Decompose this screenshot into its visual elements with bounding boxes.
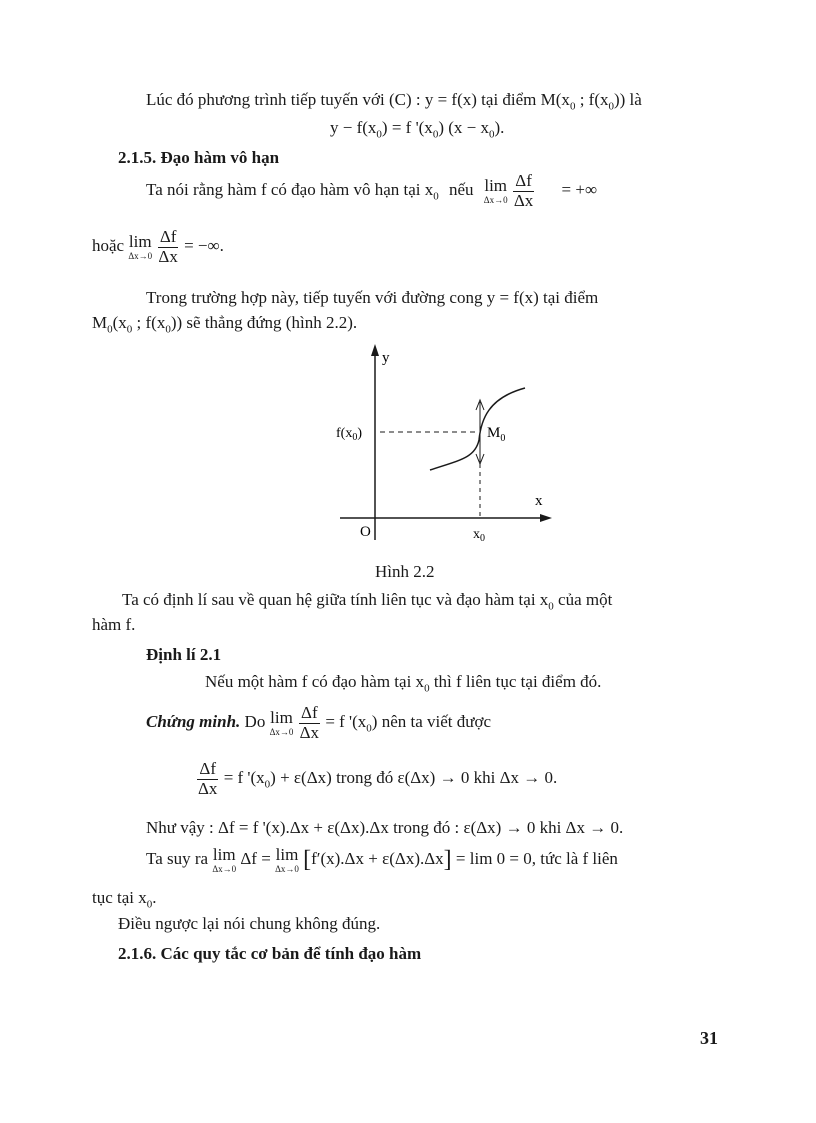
definition-infinite-derivative: Ta nói rằng hàm f có đạo hàm vô hạn tại $x_0$ nếu lim Δx→0 $\frac{\Delta f}{\Delta x}$ = +∞ [146,171,598,210]
page-number: 31 [700,1028,718,1048]
limit-expression: lim Δx→0 [269,708,294,738]
origin-label: O [360,524,371,540]
proof-line: Chứng minh. Do lim Δx→0 $\frac{\Delta f}{\Delta x}$ = f '$(x_0)$ nên ta viết được [146,703,492,742]
paragraph-theorem-intro-l1: Ta có định lí sau về quan hệ giữa tính liên tục và đạo hàm tại $x_0$ của một [122,590,613,613]
limit-expression: lim Δx→0 [128,232,153,262]
paragraph-vertical-tangent-l2: $M_0(x_0$ ; $f(x_0)$) sẽ thẳng đứng (hình 2.2). [92,313,358,336]
figure-caption: Hình 2.2 [375,562,435,581]
paragraph-vertical-tangent-l1: Trong trường hợp này, tiếp tuyến với đường cong y = f(x) tại điểm [146,288,599,307]
fx0-label: $f(x_0)$ [336,426,362,443]
x-axis-arrow-icon [540,514,552,522]
proof-expansion: Như vậy : Δf = f '(x).Δx + ε(Δx).Δx trong đó : ε(Δx) → 0 khi Δx → 0. [146,818,624,837]
section-heading-2-1-6: 2.1.6. Các quy tắc cơ bản để tính đạo hàm [118,944,422,963]
figure-2-2 [330,340,560,550]
paragraph-theorem-intro-l2: hàm f. [92,615,136,634]
theorem-title: Định lí 2.1 [146,645,222,664]
proof-conclusion: Ta suy ra lim Δx→0 Δf = lim Δx→0 [f′(x).Δx + ε(Δx).Δx] = lim 0 = 0, tức là f liên [146,845,618,874]
proof-equation: $\frac{\Delta f}{\Delta x}$ = f '$(x_0) + \varepsilon(\Delta x)$ trong đó ε(Δx) → 0 khi Δx → 0. [198,759,558,798]
m0-label: $M_0$ [487,425,506,444]
proof-conclusion-cont: tục tại $x_0$. [92,888,157,911]
fraction-df-dx: $\frac{\Delta f}{\Delta x}$ [513,171,534,210]
limit-expression: lim Δx→0 [212,845,237,874]
y-axis-arrow-icon [371,344,379,356]
y-axis-label: y [382,350,390,366]
tangent-equation: $y - f(x_0) = f$ '$(x_0) (x - x_0)$. [330,118,505,141]
fraction-df-dx: $\frac{\Delta f}{\Delta x}$ [198,759,218,798]
section-heading-2-1-5: 2.1.5. Đạo hàm vô hạn [118,148,280,167]
paragraph-tangent: Lúc đó phương trình tiếp tuyến với (C) : y = f(x) tại điểm $M(x_0$ ; $f(x_0)$) là [146,90,642,113]
limit-expression: lim Δx→0 [275,845,299,874]
theorem-statement: Nếu một hàm f có đạo hàm tại $x_0$ thì f liên tục tại điểm đó. [205,672,602,695]
fraction-df-dx: $\frac{\Delta f}{\Delta x}$ [158,227,178,266]
fraction-df-dx: $\frac{\Delta f}{\Delta x}$ [299,703,320,742]
x-axis-label: x [535,493,543,509]
x0-label: $x_0$ [473,527,485,544]
limit-expression: lim Δx→0 [483,176,508,206]
paragraph-converse: Điều ngược lại nói chung không đúng. [118,914,381,933]
definition-minus-infinity: hoặc lim Δx→0 $\frac{\Delta f}{\Delta x}$ = −∞. [92,227,224,266]
